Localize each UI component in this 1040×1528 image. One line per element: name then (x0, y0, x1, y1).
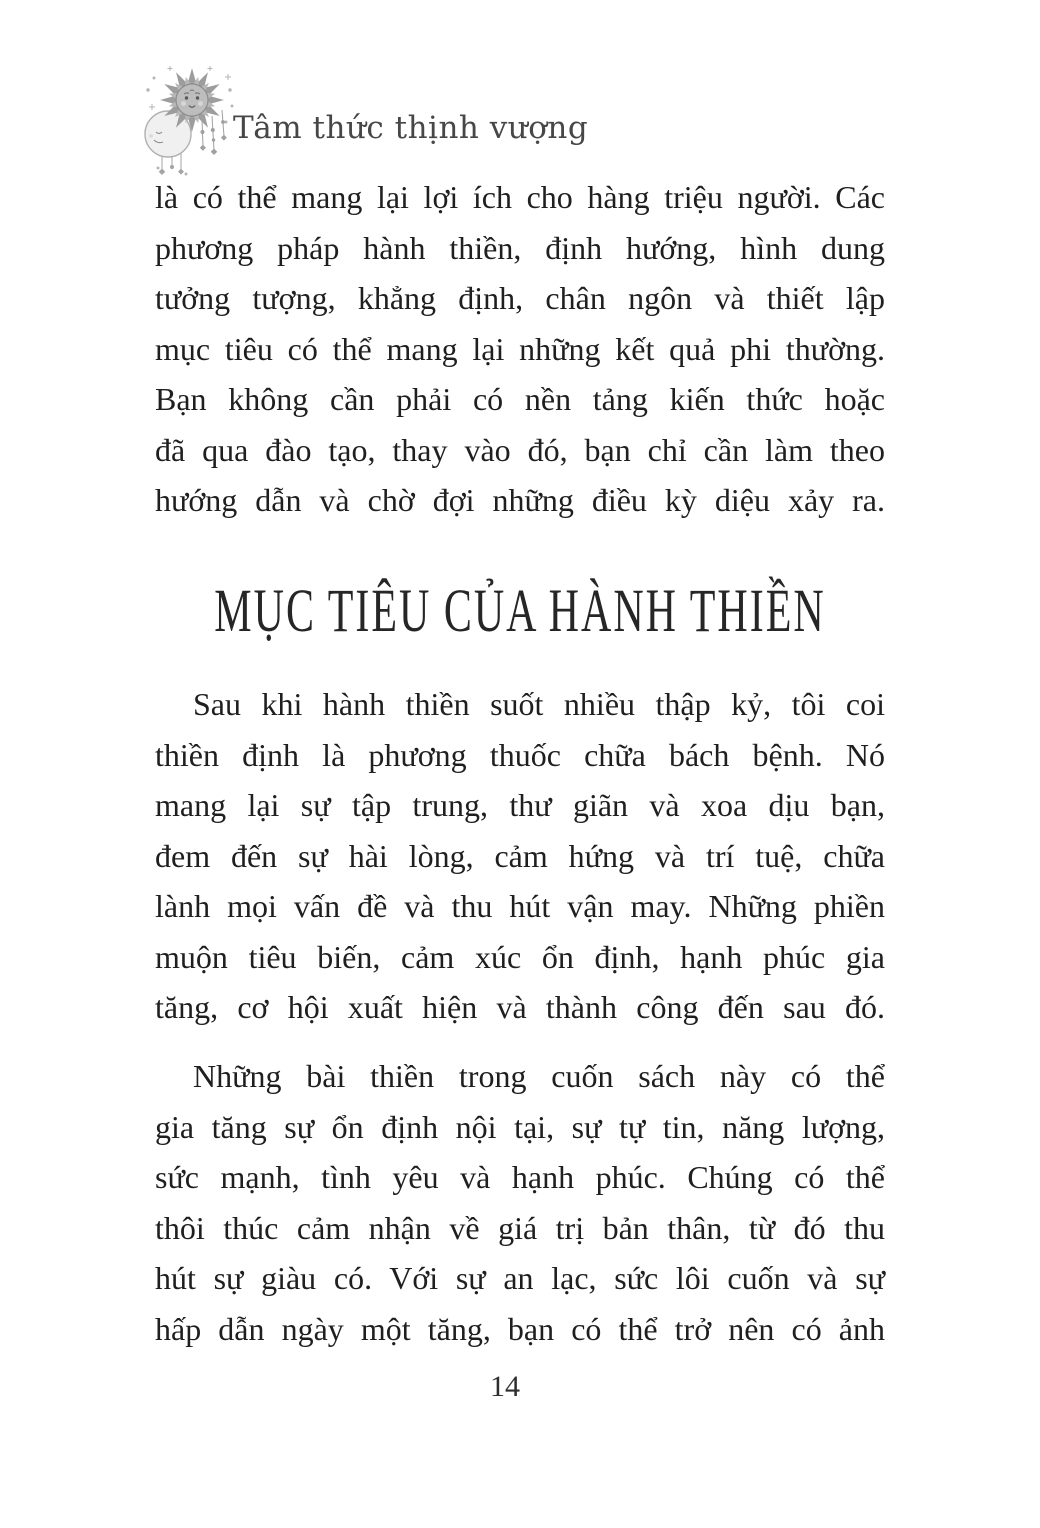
text-line: đem đến sự hài lòng, cảm hứng và trí tuệ, chữa (155, 837, 885, 874)
text-line: tăng, cơ hội xuất hiện và thành công đến sau đó. (155, 989, 885, 1025)
text-line: tưởng tượng, khẳng định, chân ngôn và thiết lập (155, 280, 885, 316)
paragraph-1 (155, 172, 885, 526)
paragraph-3 (155, 1051, 885, 1354)
text-line: thôi thúc cảm nhận về giá trị bản thân, từ đó thu (155, 1209, 885, 1246)
page-number: 14 (490, 1370, 520, 1403)
text-line: gia tăng sự ổn định nội tại, sự tự tin, năng lượng, (155, 1108, 885, 1145)
text-line: hấp dẫn ngày một tăng, bạn có thể trở nên có ảnh (155, 1310, 885, 1347)
text-line: đã qua đào tạo, thay vào đó, bạn chỉ cần làm theo (155, 431, 885, 468)
sun-moon-logo-icon (140, 60, 238, 180)
paragraph-2 (155, 679, 885, 1033)
text-line: hướng dẫn và chờ đợi những điều kỳ diệu xảy ra. (155, 482, 885, 518)
text-line: thiền định là phương thuốc chữa bách bệnh. Nó (155, 736, 885, 773)
text-line: mang lại sự tập trung, thư giãn và xoa dịu bạn, (155, 787, 885, 823)
text-line: Sau khi hành thiền suốt nhiều thập kỷ, tôi coi (193, 686, 885, 722)
text-line: phương pháp hành thiền, định hướng, hình dung (155, 229, 885, 266)
text-line: sức mạnh, tình yêu và hạnh phúc. Chúng có thể (155, 1159, 885, 1195)
text-line: hút sự giàu có. Với sự an lạc, sức lôi cuốn và sự (155, 1260, 885, 1296)
text-line: lành mọi vấn đề và thu hút vận may. Những phiền (155, 888, 885, 924)
text-line: Những bài thiền trong cuốn sách này có thể (193, 1058, 885, 1094)
section-heading-wrap (155, 570, 885, 654)
text-line: muộn tiêu biến, cảm xúc ổn định, hạnh phúc gia (155, 938, 885, 975)
section-heading: MỤC TIÊU CỦA HÀNH THIỀN (214, 578, 826, 646)
text-line: là có thể mang lại lợi ích cho hàng triệu người. Các (155, 179, 885, 215)
text-line: Bạn không cần phải có nền tảng kiến thức hoặc (155, 381, 885, 417)
book-title-header: Tâm thức thịnh vượng (233, 110, 589, 146)
text-line: mục tiêu có thể mang lại những kết quả phi thường. (155, 330, 885, 367)
